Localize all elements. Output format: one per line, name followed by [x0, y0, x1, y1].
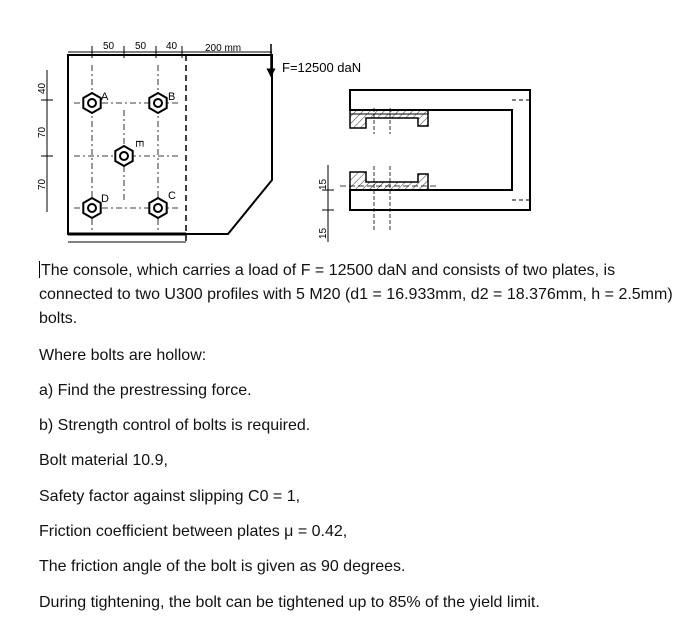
bolt-b-icon — [149, 93, 166, 113]
bolt-d-icon — [83, 198, 100, 218]
problem-line-hollow: Where bolts are hollow: — [39, 347, 207, 364]
bolt-c-icon — [149, 198, 166, 218]
dim-top-3: 40 — [166, 41, 178, 52]
force-label: F=12500 daN — [282, 60, 362, 75]
problem-line-a: a) Find the prestressing force. — [39, 382, 252, 399]
problem-line-tightening: During tightening, the bolt can be tightened up to 85% of the yield limit. — [39, 594, 540, 611]
bolt-label-a: A — [101, 91, 109, 103]
problem-line-angle: The friction angle of the bolt is given as 90 degrees. — [39, 558, 406, 575]
dim-left-3: 70 — [37, 178, 48, 190]
problem-line-material: Bolt material 10.9, — [39, 452, 168, 469]
dim-top-4: 200 mm — [205, 43, 242, 54]
section-view — [340, 90, 530, 230]
bolt-label-b: B — [168, 91, 176, 103]
bolt-a-icon — [83, 93, 100, 113]
problem-line-b: b) Strength control of bolts is required. — [39, 417, 311, 434]
bolt-label-e: E — [133, 140, 145, 148]
problem-line-friction: Friction coefficient between plates μ = 0.42, — [39, 523, 348, 540]
console-drawing — [0, 0, 698, 250]
dim-left-1: 40 — [37, 82, 48, 94]
text-cursor — [39, 261, 40, 278]
dim-section-2: 15 — [318, 227, 329, 239]
bolt-e-icon — [115, 146, 132, 166]
dim-top-1: 50 — [103, 41, 115, 52]
bolt-label-d: D — [101, 193, 109, 205]
bolt-label-c: C — [168, 190, 176, 202]
dim-left-2: 70 — [37, 126, 48, 138]
problem-line-safety: Safety factor against slipping C0 = 1, — [39, 488, 301, 505]
problem-intro: The console, which carries a load of F = 12500 daN and consists of two plates, is connected to two U300 profiles with 5 M20 (d1 = 16.933mm, d2 = 18.376mm, h = 2.5mm) bolts. — [39, 262, 673, 327]
dim-section-1: 15 — [318, 178, 329, 190]
dim-top-2: 50 — [135, 41, 147, 52]
